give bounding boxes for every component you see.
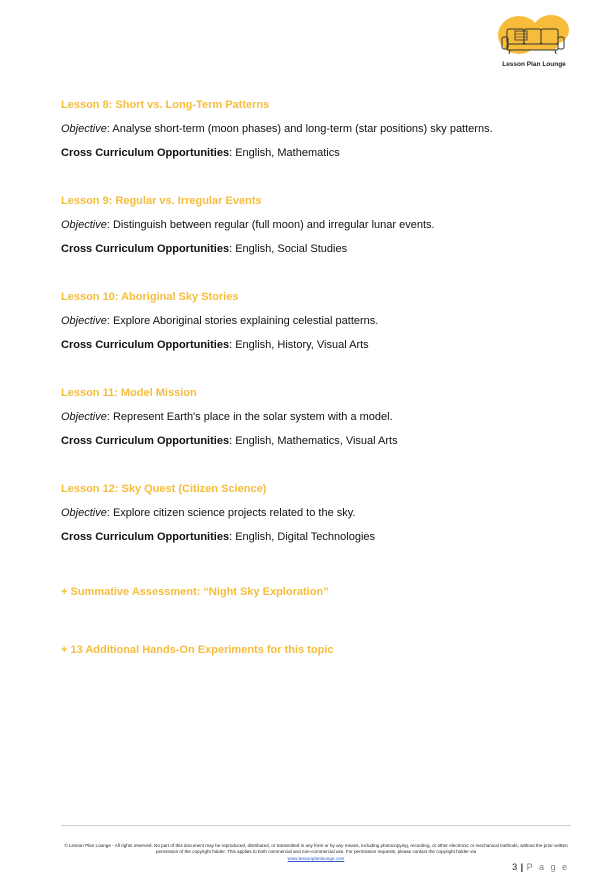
lesson-cross-curriculum <box>61 434 561 448</box>
objective-label: Objective <box>61 507 107 519</box>
cross-curriculum-label: Cross Curriculum Opportunities <box>61 147 230 159</box>
cross-curriculum-label: Cross Curriculum Opportunities <box>61 435 230 447</box>
additional-experiments-heading: + 13 Additional Hands-On Experiments for this topic <box>61 644 334 656</box>
logo-text: Lesson Plan Lounge <box>502 61 566 68</box>
objective-text: : Explore citizen science projects related to the sky. <box>106 507 356 519</box>
lesson-objective <box>61 506 561 520</box>
objective-text: : Distinguish between regular (full moon) and irregular lunar events. <box>106 219 435 231</box>
lesson-title: Lesson 9: Regular vs. Irregular Events <box>61 195 262 207</box>
objective-text: : Analyse short-term (moon phases) and long-term (star positions) sky patterns. <box>106 123 493 135</box>
page-label: P a g e <box>526 862 569 872</box>
sofa-logo-icon <box>497 14 571 62</box>
page-separator: | <box>520 862 524 872</box>
lesson-10 <box>61 290 561 352</box>
summative-assessment-heading: + Summative Assessment: “Night Sky Exploration” <box>61 586 329 598</box>
lesson-cross-curriculum <box>61 338 561 352</box>
lesson-objective <box>61 410 561 424</box>
lesson-12 <box>61 482 561 544</box>
footer-divider <box>61 825 571 826</box>
lesson-cross-curriculum <box>61 530 561 544</box>
footer-website-link[interactable]: www.lessonplanlounge.com <box>287 855 345 861</box>
cross-curriculum-label: Cross Curriculum Opportunities <box>61 531 230 543</box>
lesson-objective <box>61 218 561 232</box>
lesson-cross-curriculum <box>61 146 561 160</box>
cross-curriculum-label: Cross Curriculum Opportunities <box>61 339 230 351</box>
cross-curriculum-text: : English, Mathematics, Visual Arts <box>229 435 398 447</box>
objective-text: : Explore Aboriginal stories explaining celestial patterns. <box>106 315 379 327</box>
lesson-title: Lesson 8: Short vs. Long-Term Patterns <box>61 99 270 111</box>
lesson-cross-curriculum <box>61 242 561 256</box>
footer-copyright <box>61 843 571 862</box>
objective-text: : Represent Earth's place in the solar system with a model. <box>106 411 393 423</box>
brand-logo <box>497 14 571 72</box>
objective-label: Objective <box>61 123 107 135</box>
cross-curriculum-text: : English, Mathematics <box>229 147 340 159</box>
cross-curriculum-text: : English, Digital Technologies <box>229 531 376 543</box>
lesson-title: Lesson 10: Aboriginal Sky Stories <box>61 291 239 303</box>
lesson-objective <box>61 122 561 136</box>
lesson-title: Lesson 11: Model Mission <box>61 387 197 399</box>
cross-curriculum-label: Cross Curriculum Opportunities <box>61 243 230 255</box>
objective-label: Objective <box>61 219 107 231</box>
lesson-title: Lesson 12: Sky Quest (Citizen Science) <box>61 483 267 495</box>
lesson-objective <box>61 314 561 328</box>
lesson-11 <box>61 386 561 448</box>
page-number <box>512 862 569 872</box>
objective-label: Objective <box>61 315 107 327</box>
cross-curriculum-text: : English, Social Studies <box>229 243 348 255</box>
cross-curriculum-text: : English, History, Visual Arts <box>229 339 369 351</box>
lesson-8 <box>61 98 561 160</box>
page-number-value: 3 <box>512 862 518 872</box>
lesson-9 <box>61 194 561 256</box>
copyright-text: © Lesson Plan Lounge - All rights reserved. No part of this document may be reproduced, distributed, or transmitted in any form or by any means, including photocopying, recording, or other electronic or mechanical methods, without the prior written permission of the copyright holder. This applies to both commercial and non-commercial use. For permission requests, please contact the copyright holder via <box>64 843 568 855</box>
objective-label: Objective <box>61 411 107 423</box>
